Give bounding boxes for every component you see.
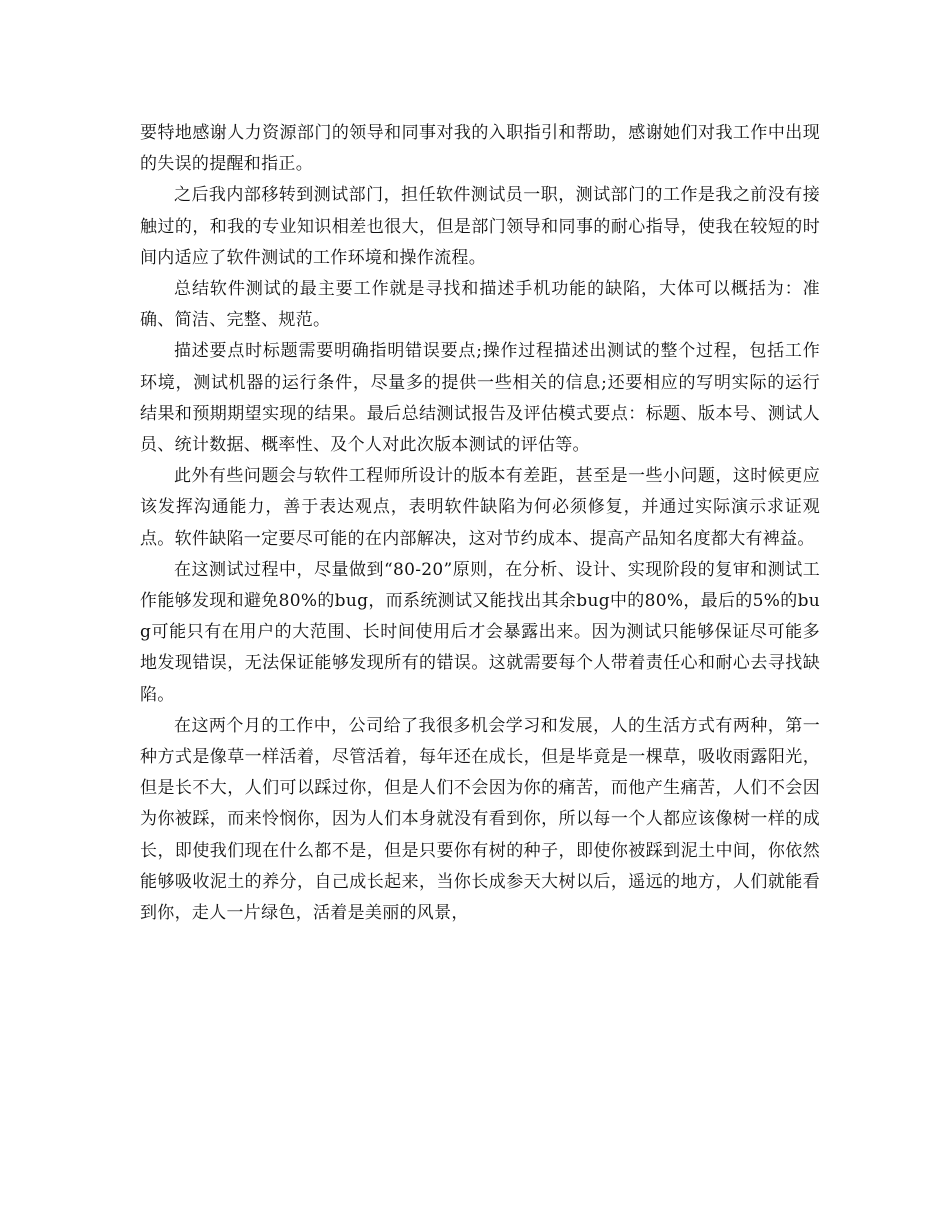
- paragraph-2: 之后我内部移转到测试部门，担任软件测试员一职，测试部门的工作是我之前没有接触过的，和我的专业知识相差也很大，但是部门领导和同事的耐心指导，使我在较短的时间内适应了软件测试的工作环境和操作流程。: [140, 185, 820, 268]
- paragraph-4: 描述要点时标题需要明确指明错误要点;操作过程描述出测试的整个过程，包括工作环境，测试机器的运行条件，尽量多的提供一些相关的信息;还要相应的写明实际的运行结果和预期期望实现的结果。最后总结测试报告及评估模式要点：标题、版本号、测试人员、统计数据、概率性、及个人对此次版本测试的评估等。: [140, 341, 820, 456]
- paragraph-3: 总结软件测试的最主要工作就是寻找和描述手机功能的缺陷，大体可以概括为：准确、简洁、完整、规范。: [140, 279, 820, 331]
- paragraph-5: 此外有些问题会与软件工程师所设计的版本有差距，甚至是一些小问题，这时候更应该发挥沟通能力，善于表达观点，表明软件缺陷为何必须修复，并通过实际演示求证观点。软件缺陷一定要尽可能的在内部解决，这对节约成本、提高产品知名度都大有裨益。: [140, 466, 820, 549]
- document-body: [140, 118, 820, 929]
- paragraph-6: 在这测试过程中，尽量做到“80-20”原则，在分析、设计、实现阶段的复审和测试工作能够发现和避免80%的bug，而系统测试又能找出其余bug中的80%，最后的5%的bug可能只有在用户的大范围、长时间使用后才会暴露出来。因为测试只能够保证尽可能多地发现错误，无法保证能够发现所有的错误。这就需要每个人带着责任心和耐心去寻找缺陷。: [140, 559, 820, 705]
- paragraph-7: 在这两个月的工作中，公司给了我很多机会学习和发展，人的生活方式有两种，第一种方式是像草一样活着，尽管活着，每年还在成长，但是毕竟是一棵草，吸收雨露阳光，但是长不大，人们可以踩过你，但是人们不会因为你的痛苦，而他产生痛苦，人们不会因为你被踩，而来怜悯你，因为人们本身就没有看到你，所以每一个人都应该像树一样的成长，即使我们现在什么都不是，但是只要你有树的种子，即使你被踩到泥土中间，你依然能够吸收泥土的养分，自己成长起来，当你长成参天大树以后，遥远的地方，人们就能看到你，走人一片绿色，活着是美丽的风景，: [140, 715, 820, 924]
- paragraph-1: 要特地感谢人力资源部门的领导和同事对我的入职指引和帮助，感谢她们对我工作中出现的失误的提醒和指正。: [140, 123, 820, 175]
